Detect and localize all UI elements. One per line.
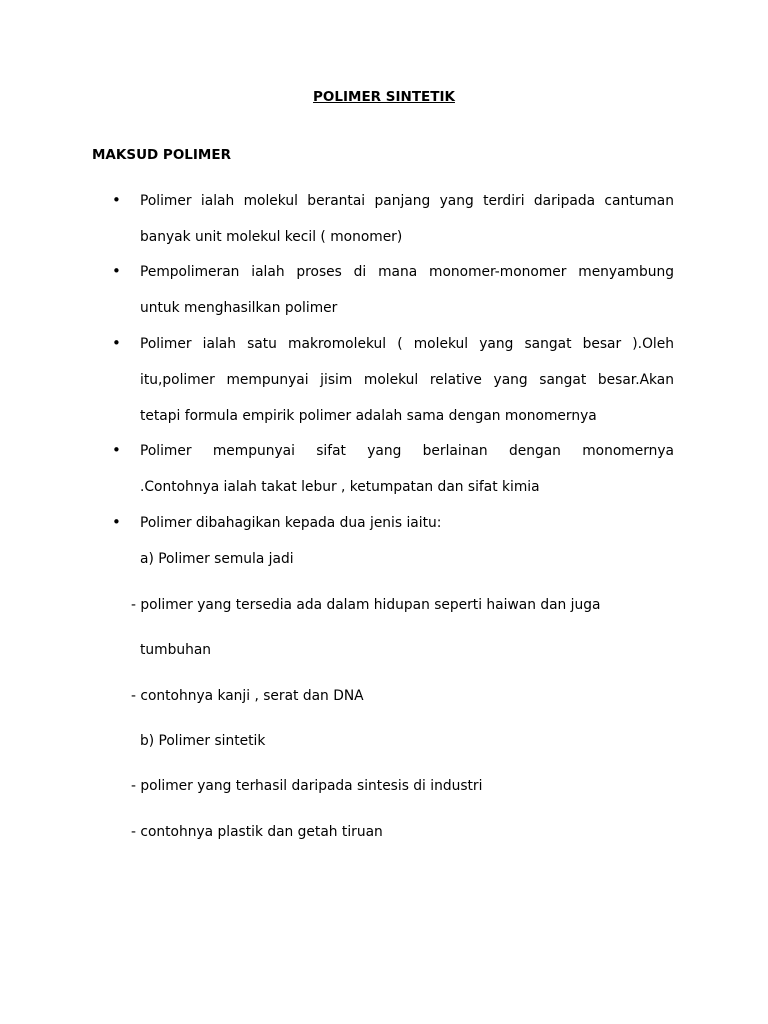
bullet-2-line-2: untuk menghasilkan polimer — [140, 300, 338, 316]
bullet-2-line-1: Pempolimeran ialah proses di mana monomer-monomer menyambung — [140, 264, 674, 280]
bullet-icon: • — [112, 441, 121, 459]
subsection-a-line-1: - polimer yang tersedia ada dalam hidupan seperti haiwan dan juga — [131, 597, 601, 613]
bullet-4-line-2: .Contohnya ialah takat lebur , ketumpatan dan sifat kimia — [140, 479, 540, 495]
subsection-a-line-2: tumbuhan — [140, 642, 212, 658]
bullet-3-line-2: itu,polimer mempunyai jisim molekul relative yang sangat besar.Akan — [140, 372, 674, 388]
bullet-icon: • — [112, 191, 121, 209]
page-title: POLIMER SINTETIK — [313, 89, 455, 105]
bullet-1-line-2: banyak unit molekul kecil ( monomer) — [140, 229, 403, 245]
bullet-icon: • — [112, 513, 121, 531]
bullet-icon: • — [112, 262, 121, 280]
section-heading: MAKSUD POLIMER — [92, 147, 231, 163]
bullet-3-line-3: tetapi formula empirik polimer adalah sama dengan monomernya — [140, 408, 597, 424]
bullet-4-line-1: Polimer mempunyai sifat yang berlainan dengan monomernya — [140, 443, 674, 459]
subsection-a-heading: a) Polimer semula jadi — [140, 551, 294, 567]
subsection-b-line-2: - contohnya plastik dan getah tiruan — [131, 824, 383, 840]
subsection-a-line-3: - contohnya kanji , serat dan DNA — [131, 688, 364, 704]
subsection-b-line-1: - polimer yang terhasil daripada sintesis di industri — [131, 778, 483, 794]
bullet-1-line-1: Polimer ialah molekul berantai panjang yang terdiri daripada cantuman — [140, 193, 674, 209]
bullet-3-line-1: Polimer ialah satu makromolekul ( molekul yang sangat besar ).Oleh — [140, 336, 674, 352]
bullet-icon: • — [112, 334, 121, 352]
bullet-5-line-1: Polimer dibahagikan kepada dua jenis iaitu: — [140, 515, 442, 531]
subsection-b-heading: b) Polimer sintetik — [140, 733, 266, 749]
